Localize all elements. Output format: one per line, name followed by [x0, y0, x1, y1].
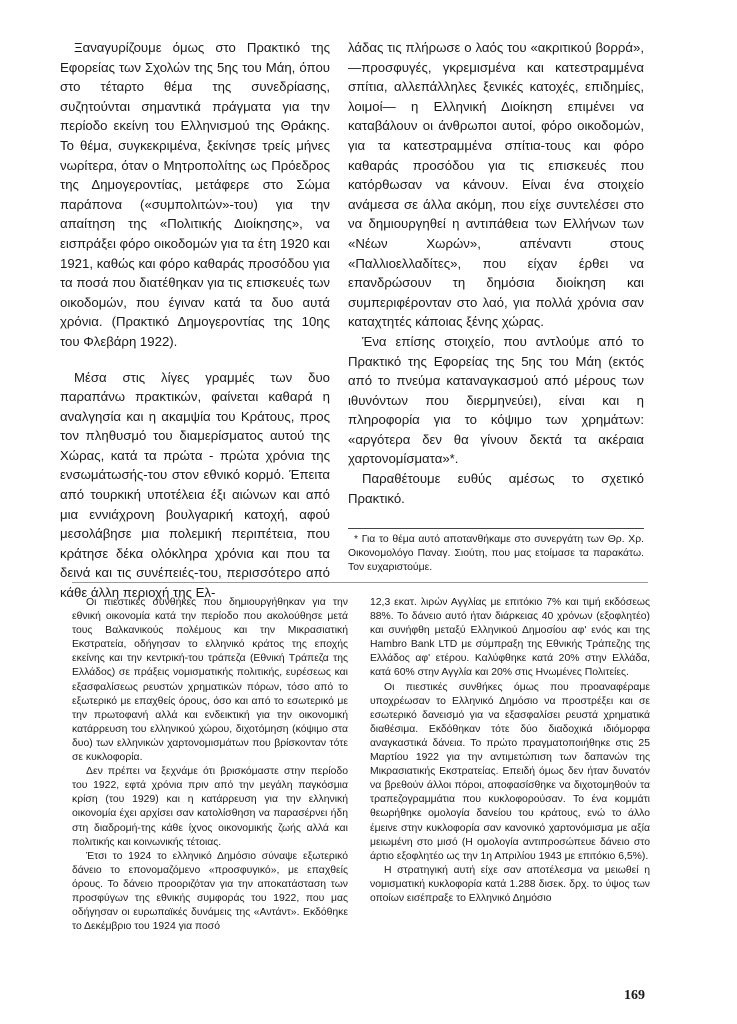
footnote: * Για το θέμα αυτό αποτανθήκαμε στο συνεργάτη των Θρ. Χρ. Οικονομολόγο Παναγ. Σιούτη, που μας ετοίμασε τα παρακάτω. Τον ευχαριστούμε. — [348, 528, 644, 575]
body-paragraph: Δεν πρέπει να ξεχνάμε ότι βρισκόμαστε στην περίοδο του 1922, εφτά χρόνια πριν από την μεγάλη παγκόσμια κρίση (του 1929) και η κατάρρευση για την ελληνική οικονομία έχει αρχίσει σαν κατολίσθηση να παρασέρνει ήδη στη διαδρομή-της κάθε ίχνος οικονομικής ζωής αλλά και πολιτικής και κοινωνικής τέτοιας. — [72, 766, 348, 848]
body-paragraph: λάδας τις πλήρωσε ο λαός του «ακριτικού βορρά», —προσφυγές, γκρεμισμένα και κατεστραμμένα σπίτια, αλλεπάλληλες ξενικές κατοχές, επιδημίες, λοιμοί— η Ελληνική Διοίκηση επιμένει να καταβάλουν οι άνθρωποι αυτοί, φόρο οικοδομών, για τα κατεστραμμένα σπίτια-τους και φόρο καθαράς προσόδου για τις επισκευές που κατόρθωσαν να κάνουν. Είναι ένα στοιχείο ανάμεσα σε άλλα ακόμη, που είχε συντελέσει στο να δημιουργηθεί η αντιπάθεια των Ελλήνων των «Νέων Χωρών», απέναντι στους «Παλλιοελλαδίτες», που είχαν έρθει να επανδρώσουν τη δημόσια διοίκηση και συμπεριφέρονταν στο λαό, για πολλά χρόνια σαν καταχτητές κάποιας ξένης χώρας. — [348, 40, 644, 330]
lower-left-column — [72, 596, 348, 934]
body-paragraph: 12,3 εκατ. λιρών Αγγλίας με επιτόκιο 7% και τιμή εκδόσεως 88%. Το δάνειο αυτό ήταν διάρκειας 40 χρόνων (εξοφλητέο) και συνήφθη μεταξύ Ελληνικού Δημοσίου αφ' ενός και της Hambro Bank LTD με σύμπραξη της Εθνικής Τράπεζης της Ελλάδος αφ' ετέρου. Καλύφθηκε κατά 20% στην Ελλάδα, κατά 60% στην Αγγλία και 20% στις Ηνωμένες Πολιτείες. — [370, 597, 650, 679]
body-paragraph: Μέσα στις λίγες γραμμές των δυο παραπάνω πρακτικών, φαίνεται καθαρά η αναλγησία και η ακαμψία του Κράτους, προς τον πληθυσμό του διαμερίσματος αυτού της Χώρας, κατά τα πρώτα - πρώτα χρόνια της ενσωμάτωσής-του στον εθνικό κορμό. Έπειτα από τουρκική υποτέλεια έξι αιώνων και από μια εννιάχρονη βουλγαρική κατοχή, αφού μεσολάβησε μια πολεμική περιπέτεια, που κράτησε δέκα ολόκληρα χρόνια και που τα δεινά και τις συνέπειές-του, περισσότερο από κάθε άλλη περιοχή της Ελ- — [60, 369, 330, 601]
body-paragraph: Έτσι το 1924 το ελληνικό Δημόσιο σύναψε εξωτερικό δάνειο το επονομαζόμενο «προσφυγικό», με επαχθείς όρους. Το δάνειο προοριζόταν για την αποκατάσταση των προσφύγων της εθνικής συμφοράς του 1922, που μας οδήγησαν οι ευρωπαϊκές δυνάμεις της «Αντάντ». Εκδόθηκε το Δεκέμβριο του 1924 για ποσό — [72, 850, 348, 933]
lower-right-column — [370, 596, 650, 906]
body-paragraph: Ένα επίσης στοιχείο, που αντλούμε από το Πρακτικό της Εφορείας της 5ης του Μάη (εκτός από το πνεύμα καταναγκασμού από μέρους των ιθυνόντων που διερμηνεύει), είναι και η πληροφορία για το κόψιμο των χρημάτων: «αργότερα δεν θα γίνουν δεκτά τα ακέραια χαρτονομίσματα»*. — [348, 333, 644, 467]
body-paragraph: Παραθέτουμε ευθύς αμέσως το σχετικό Πρακτικό. — [348, 471, 644, 506]
upper-right-column — [348, 38, 644, 575]
body-paragraph: Η στρατηγική αυτή είχε σαν αποτέλεσμα να μειωθεί η νομισματική κυκλοφορία κατά 1.288 δισεκ. δρχ. το ύψος των οποίων εισέπραξε το Ελληνικό Δημόσιο — [370, 864, 650, 904]
body-paragraph: Οι πιεστικές συνθήκες που δημιουργήθηκαν για την εθνική οικονομία κατά την περίοδο που ακολούθησε μετά τους Βαλκανικούς πολέμους και την Μικρασιατική Εκστρατεία, οδήγησαν το ελληνικό κράτος της εποχής εκείνης και την κεντρική-του τράπεζα (Εθνική Τράπεζα της Ελλάδος) σε πράξεις νομισματικής πολιτικής, ευρέσεως και εξασφαλίσεως ρευστών χρηματικών πόρων, τόσο από το εξωτερικό με επαχθείς όρους, όσο και από το εσωτερικό με την πρωτοφανή αλλά και ενδεικτική για την οικονομική κατάρρευση του ελληνικού χώρου, διχοτόμηση (κόψιμο στα δυο) των ελληνικών χαρτονομισμάτων που βρίσκονταν τότε σε κυκλοφορία. — [72, 597, 348, 764]
body-paragraph: Οι πιεστικές συνθήκες όμως που προαναφέραμε υποχρέωσαν το Ελληνικό Δημόσιο να προστρέξει και σε εσωτερικό δανεισμό για να εξασφαλίσει ρευστά χρηματικά διαθέσιμα. Εκδόθηκαν τότε δύο διαδοχικά ιδιόμορφα αναγκαστικά δάνεια. Το πρώτο πραγματοποιήθηκε στις 25 Μαρτίου 1922 για την αντιμετώπιση των δαπανών της Μικρασιατικής Εκστρατείας. Επειδή όμως δεν ήταν δυνατόν να βρεθούν άλλοι πόροι, αποφασίσθηκε να διχοτομηθούν τα τραπεζογραμμάτια που κυκλοφορούσαν. Το ένα κομμάτι θεωρήθηκε ομολογία δανείου του κράτους, ενώ το άλλο έμεινε στην κυκλοφορία σαν κανονικό χαρτονόμισμα με αξία μειωμένη στο μισό (Η ομολογία αντιπροσώπευε δάνειο στο άρτιο εξοφλητέο ως την 1η Απριλίου 1943 με επιτόκιο 6,5%). — [370, 681, 650, 862]
section-divider — [72, 582, 648, 583]
upper-left-column — [60, 38, 330, 603]
page-number: 169 — [624, 988, 645, 1003]
body-paragraph: Ξαναγυρίζουμε όμως στο Πρακτικό της Εφορείας των Σχολών της 5ης του Μάη, όπου στο τέταρτο θέμα της συνεδρίασης, συζητούνται σημαντικά πράγματα για την περίοδο εκείνη του Ελληνισμού της Θράκης. Το θέμα, συγκεκριμένα, ξεκίνησε τρείς μήνες νωρίτερα, όταν ο Μητροπολίτης ως Πρόεδρος της Δημογεροντίας, μετάφερε στο Σώμα παράπονα («συμπολιτών»-του) για την απαίτηση της «Πολιτικής Διοίκησης», να εισπράξει φόρο οικοδομών για τα έτη 1920 και 1921, καθώς και φόρο καθαράς προσόδου για τα ποσά που διατέθηκαν για τις επισκευές των οικοδομών, που έγιναν κατά τα δυο αυτά χρόνια. (Πρακτικό Δημογεροντίας της 10ης του Φλεβάρη 1922). — [60, 40, 330, 349]
